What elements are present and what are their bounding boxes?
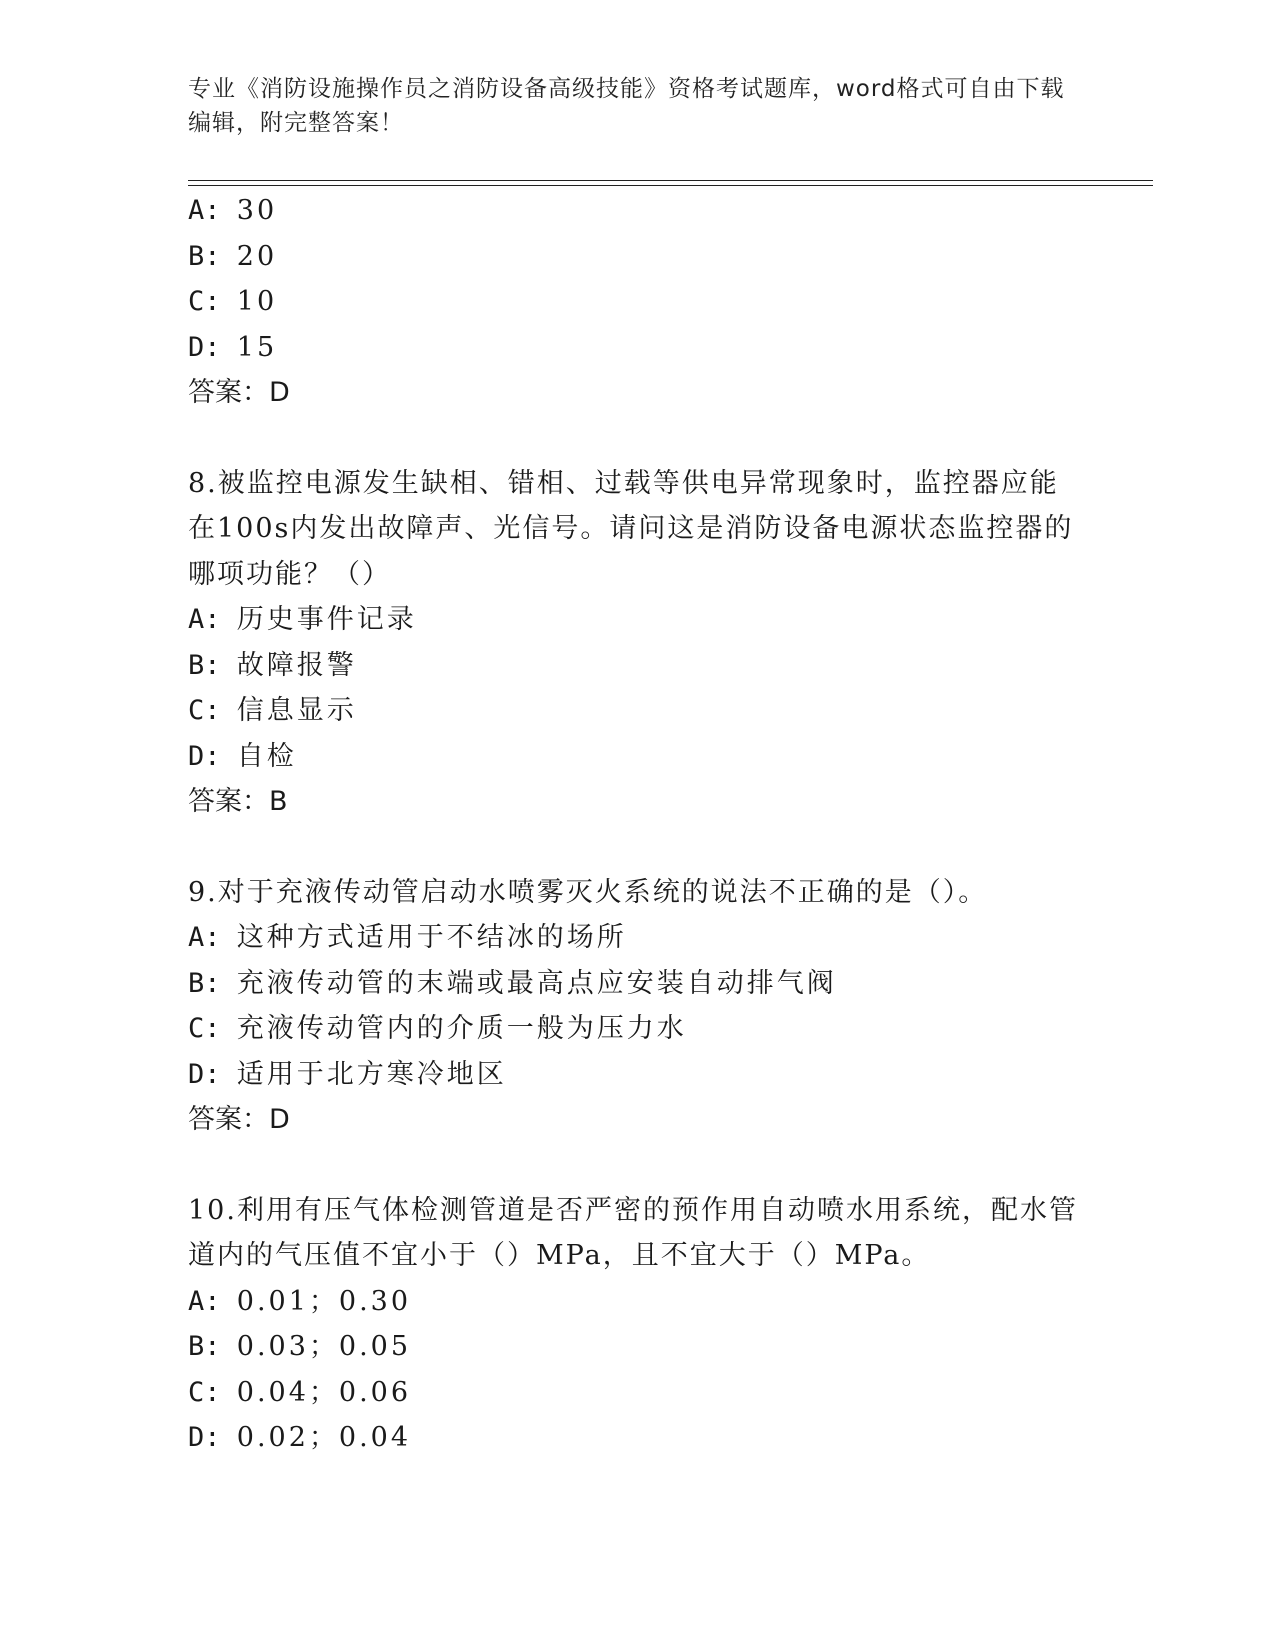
option-d: D: 15 — [188, 331, 278, 363]
option-d: D: 自检 — [188, 740, 297, 772]
question-prev — [188, 188, 1088, 416]
answer: 答案：B — [188, 786, 288, 817]
option-b: B: 故障报警 — [188, 649, 357, 681]
question-stem: 哪项功能？（） — [188, 558, 391, 590]
header-divider-top — [188, 180, 1153, 181]
option-c: C: 0.04；0.06 — [188, 1376, 412, 1408]
question-list — [188, 188, 1088, 1461]
option-a: A: 历史事件记录 — [188, 604, 417, 635]
option-b: B: 20 — [188, 240, 278, 272]
option-c: C: 充液传动管内的介质一般为压力水 — [188, 1013, 687, 1044]
question-stem: 10.利用有压气体检测管道是否严密的预作用自动喷水用系统，配水管 — [188, 1194, 1078, 1226]
option-c: C: 10 — [188, 286, 278, 317]
question-stem: 道内的气压值不宜小于（）MPa，且不宜大于（）MPa。 — [188, 1240, 931, 1271]
question-8 — [188, 461, 1088, 825]
option-c: C: 信息显示 — [188, 695, 357, 726]
option-a: A: 0.01；0.30 — [188, 1285, 412, 1317]
option-b: B: 充液传动管的末端或最高点应安装自动排气阀 — [188, 967, 837, 999]
question-stem: 8.被监控电源发生缺相、错相、过载等供电异常现象时，监控器应能 — [188, 467, 1059, 499]
document-header: 专业《消防设施操作员之消防设备高级技能》资格考试题库，word格式可自由下载编辑，附完整答案！ — [188, 76, 1065, 136]
question-stem: 9.对于充液传动管启动水喷雾灭火系统的说法不正确的是（）。 — [188, 876, 988, 908]
option-d: D: 0.02；0.04 — [188, 1422, 412, 1453]
answer: 答案：D — [188, 377, 290, 408]
question-10 — [188, 1188, 1088, 1461]
option-a: A: 这种方式适用于不结冰的场所 — [188, 922, 627, 953]
option-a: A: 30 — [188, 195, 278, 226]
header-divider-bottom — [188, 185, 1153, 186]
question-9 — [188, 870, 1088, 1143]
option-b: B: 0.03；0.05 — [188, 1331, 412, 1362]
option-d: D: 适用于北方寒冷地区 — [188, 1058, 507, 1090]
answer: 答案：D — [188, 1104, 290, 1135]
question-stem: 在100s内发出故障声、光信号。请问这是消防设备电源状态监控器的 — [188, 513, 1074, 544]
